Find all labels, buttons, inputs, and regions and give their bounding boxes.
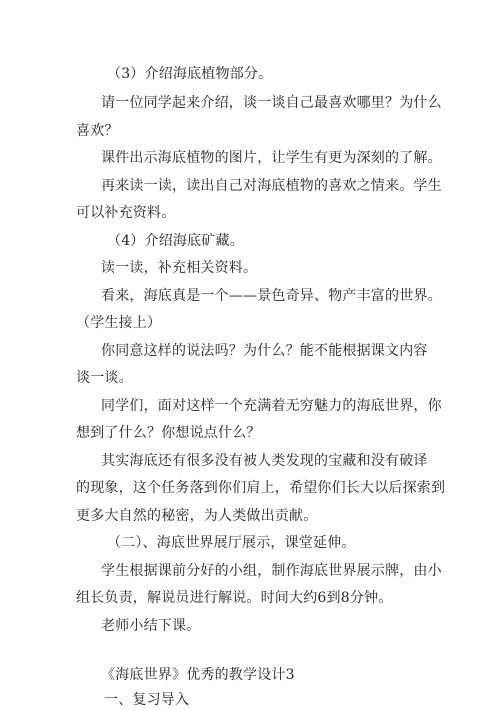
text-line: 学生根据课前分好的小组，制作海底世界展示牌，由小 [101, 563, 442, 579]
text-line: （4）介绍海底矿藏。 [107, 233, 244, 249]
text-line: 请一位同学起来介绍，谈一谈自己最喜欢哪里？为什么 [101, 95, 442, 111]
text-line: 谈一谈。 [76, 370, 133, 386]
text-line: 再来读一读，读出自己对海底植物的喜欢之情来。学生 [101, 178, 442, 194]
text-line: 可以补充资料。 [76, 205, 176, 221]
text-line: 课件出示海底植物的图片，让学生有更为深刻的了解。 [101, 150, 442, 166]
section-heading: 一、复习导入 [104, 692, 190, 708]
text-line: 其实海底还有很多没有被人类发现的宝藏和没有破译 [101, 453, 428, 469]
section-heading: （二）、海底世界展厅展示，课堂延伸。 [107, 535, 356, 551]
text-line: 看来，海底真是一个——景色奇异、物产丰富的世界。 [101, 288, 442, 304]
text-line: 喜欢？ [76, 123, 119, 139]
text-line: 读一读，补充相关资料。 [101, 260, 258, 276]
text-line: 老师小结下课。 [101, 618, 201, 634]
text-line: 同学们，面对这样一个充满着无穷魅力的海底世界，你 [101, 398, 442, 414]
text-line: （3）介绍海底植物部分。 [107, 66, 273, 82]
text-line: 你同意这样的说法吗？为什么？能不能根据课文内容 [101, 343, 428, 359]
text-line: （学生接上） [76, 315, 162, 331]
text-line: 组长负责，解说员进行解说。时间大约6到8分钟。 [76, 590, 393, 606]
text-line: 更多大自然的秘密，为人类做出贡献。 [76, 508, 318, 524]
text-line: 的现象，这个任务落到你们肩上，希望你们长大以后探索到 [76, 480, 446, 496]
text-line: 想到了什么？你想说点什么？ [76, 425, 261, 441]
document-title: 《海底世界》优秀的教学设计3 [101, 667, 295, 683]
